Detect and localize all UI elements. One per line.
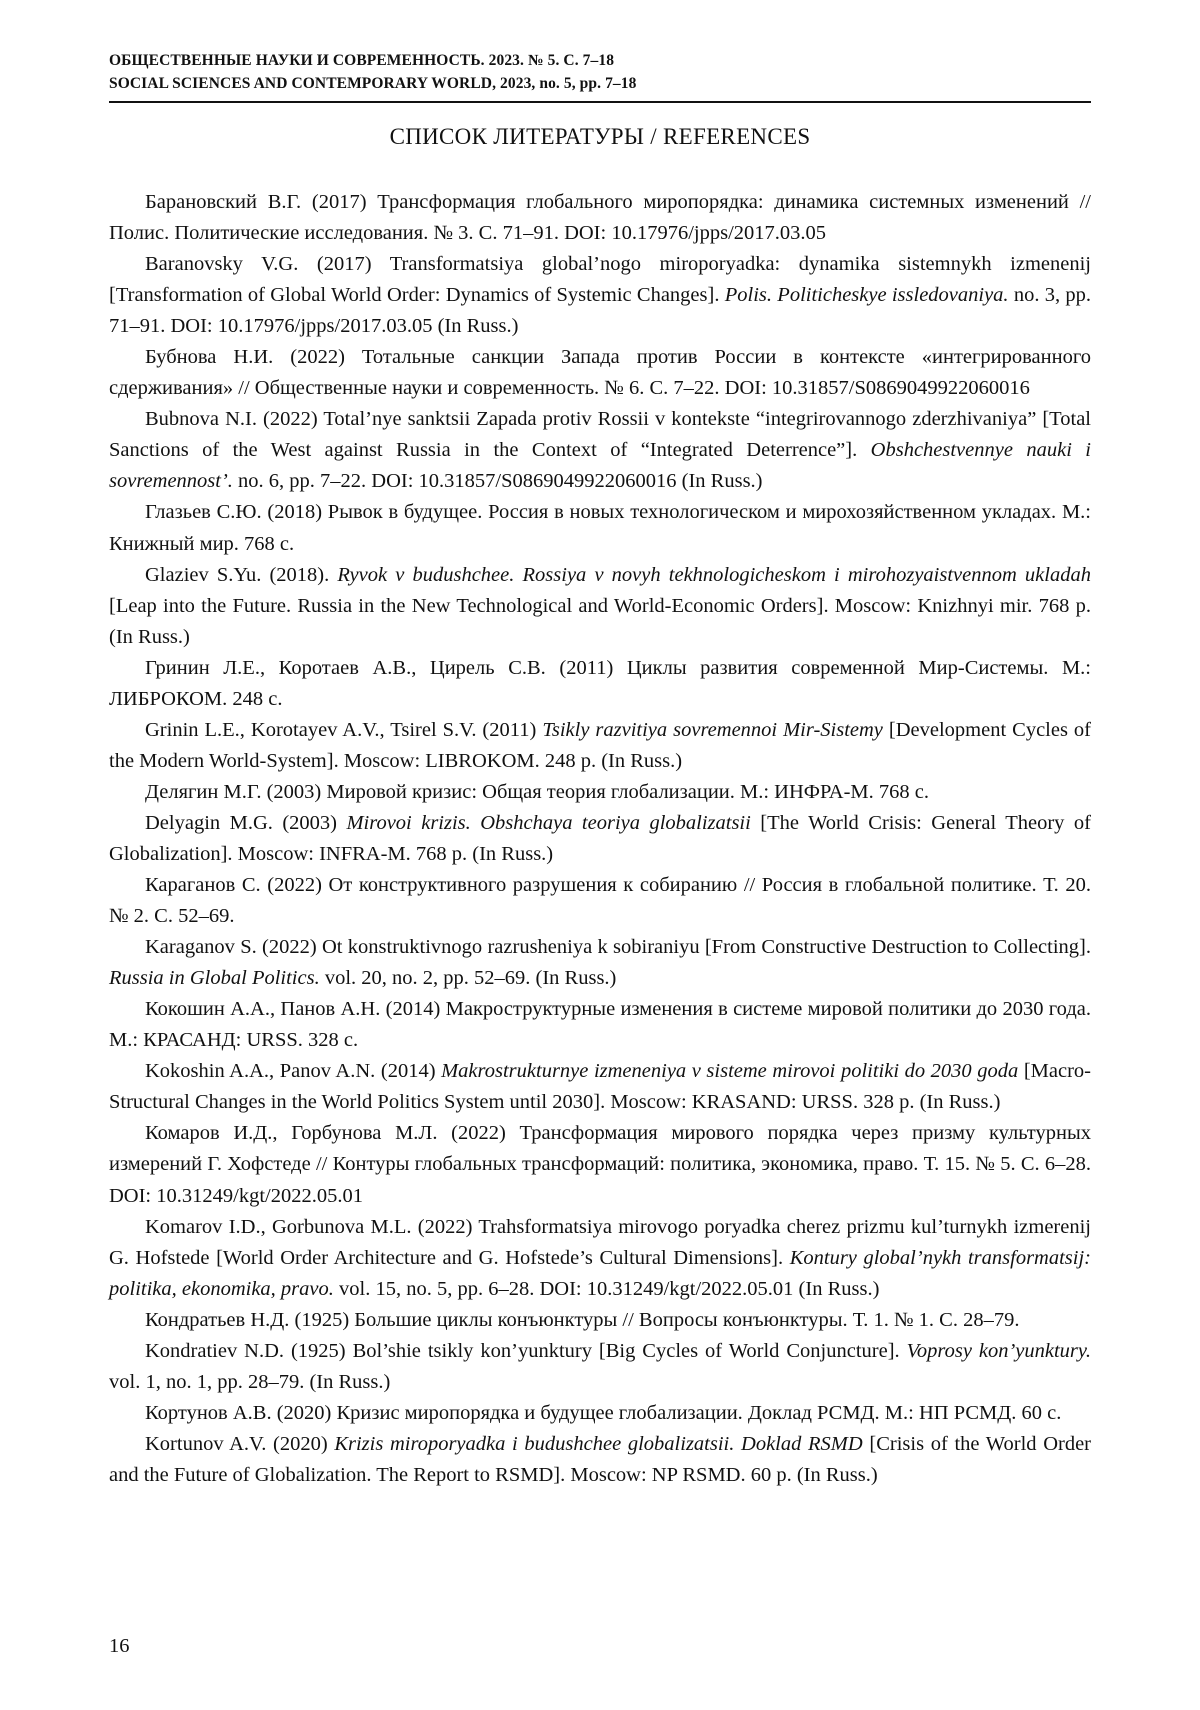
reference-text: Kokoshin A.A., Panov A.N. (2014) <box>145 1060 442 1083</box>
reference-text: Кондратьев Н.Д. (1925) Большие циклы конъюнктуры // Вопросы конъюнктуры. Т. 1. № 1. С. 28–79. <box>145 1308 1020 1331</box>
reference-italic-title: Voprosy kon’yunktury. <box>906 1339 1092 1362</box>
running-header-ru: ОБЩЕСТВЕННЫЕ НАУКИ И СОВРЕМЕННОСТЬ. 2023. № 5. С. 7–18 <box>109 52 615 69</box>
reference-text: Кокошин А.А., Панов А.Н. (2014) Макроструктурные изменения в системе мировой политики до 2030 года. М.: КРАСАНД: URSS. 328 с. <box>109 998 1091 1052</box>
reference-entry <box>109 404 1091 497</box>
reference-text: [The World Crisis: General Theory of Globalization]. Moscow: INFRA-M. 768 p. (In Russ.) <box>109 811 1091 865</box>
reference-italic-title: Polis. Politicheskye issledovaniya. <box>724 284 1009 307</box>
reference-text: vol. 15, no. 5, pp. 6–28. DOI: 10.31249/kgt/2022.05.01 (In Russ.) <box>333 1277 880 1300</box>
reference-text: [Crisis of the World Order and the Future of Globalization. The Report to RSMD]. Moscow: NP RSMD. 60 p. (In Russ.) <box>109 1432 1091 1486</box>
reference-text: [Leap into the Future. Russia in the New Technological and World-Economic Orders]. Moscow: Knizhnyi mir. 768 p. (In Russ.) <box>109 594 1091 648</box>
reference-text: Делягин М.Г. (2003) Мировой кризис: Общая теория глобализации. М.: ИНФРА-М. 768 с. <box>145 780 929 803</box>
reference-text: no. 6, pp. 7–22. DOI: 10.31857/S0869049922060016 (In Russ.) <box>232 470 763 493</box>
reference-entry <box>109 1118 1091 1211</box>
reference-text: Kondratiev N.D. (1925) Bol’shie tsikly kon’yunktury [Big Cycles of World Conjuncture]. <box>145 1339 907 1362</box>
reference-entry <box>109 187 1091 249</box>
reference-text: no. 3, pp. 71–91. DOI: 10.17976/jpps/2017.03.05 (In Russ.) <box>109 284 1092 338</box>
reference-entry <box>109 1056 1091 1118</box>
reference-text: Гринин Л.Е., Коротаев А.В., Цирель С.В. (2011) Циклы развития современной Мир-Системы. М.: ЛИБРОКОМ. 248 с. <box>109 656 1091 710</box>
reference-entry <box>109 497 1091 559</box>
reference-text: Барановский В.Г. (2017) Трансформация глобального миропорядка: динамика системных изменений // Полис. Политические исследования. № 3. С. 71–91. DOI: 10.17976/jpps/2017.03.05 <box>109 191 1091 245</box>
reference-italic-title: Mirovoi krizis. Obshchaya teoriya globalizatsii <box>346 811 751 834</box>
reference-text: Glaziev S.Yu. (2018). <box>145 563 338 586</box>
reference-text: Kortunov A.V. (2020) <box>145 1432 335 1455</box>
reference-list <box>109 187 1091 1491</box>
reference-entry <box>109 1429 1091 1491</box>
reference-text: vol. 20, no. 2, pp. 52–69. (In Russ.) <box>319 967 617 990</box>
reference-text: Глазьев С.Ю. (2018) Рывок в будущее. Россия в новых технологическом и мирохозяйственном укладах. М.: Книжный мир. 768 с. <box>109 501 1091 555</box>
reference-italic-title: Kontury global’nykh transformatsij: politika, ekonomika, pravo. <box>109 1246 1091 1300</box>
reference-text: vol. 1, no. 1, pp. 28–79. (In Russ.) <box>109 1370 391 1393</box>
reference-italic-title: Ryvok v budushchee. Rossiya v novyh tekhnologicheskom i mirohozyaistvennom ukladah <box>337 563 1091 586</box>
reference-entry <box>109 870 1091 932</box>
reference-text: Комаров И.Д., Горбунова М.Л. (2022) Трансформация мирового порядка через призму культурных измерений Г. Хофстеде // Контуры глобальных трансформаций: политика, экономика, право. Т. 15. № 5. С. 6–28. DOI: 10.31249/kgt/2022.05.01 <box>109 1122 1091 1207</box>
reference-italic-title: Obshchestvennye nauki i sovremennost’. <box>109 439 1092 493</box>
reference-entry <box>109 653 1091 715</box>
reference-text: [Macro-Structural Changes in the World Politics System until 2030]. Moscow: KRASAND: URSS. 328 p. (In Russ.) <box>109 1060 1091 1114</box>
reference-entry <box>109 777 1091 808</box>
reference-entry <box>109 808 1091 870</box>
section-title: СПИСОК ЛИТЕРАТУРЫ / REFERENCES <box>389 124 811 149</box>
reference-entry <box>109 249 1091 342</box>
reference-entry <box>109 932 1091 994</box>
reference-text: Baranovsky V.G. (2017) Transformatsiya global’nogo miroporyadka: dynamika sistemnykh izmenenij [Transformation of Global World Order: Dynamics of Systemic Changes]. <box>109 253 1091 307</box>
reference-entry <box>109 342 1091 404</box>
reference-italic-title: Russia in Global Politics. <box>109 967 320 990</box>
reference-text: [Development Cycles of the Modern World-System]. Moscow: LIBROKOM. 248 p. (In Russ.) <box>109 718 1092 772</box>
reference-text: Кортунов А.В. (2020) Кризис миропорядка и будущее глобализации. Доклад РСМД. М.: НП РСМД. 60 с. <box>145 1401 1062 1424</box>
reference-text: Bubnova N.I. (2022) Total’nye sanktsii Zapada protiv Rossii v kontekste “integrirovannogo zderzhivaniya” [Total Sanctions of the West against Russia in the Context of “Integrated Deterrence”]. <box>109 408 1091 462</box>
reference-entry <box>109 560 1091 653</box>
reference-italic-title: Krizis miroporyadka i budushchee globalizatsii. Doklad RSMD <box>334 1432 863 1455</box>
reference-text: Delyagin M.G. (2003) <box>145 811 347 834</box>
reference-italic-title: Tsikly razvitiya sovremennoi Mir-Sistemy <box>542 718 883 741</box>
reference-entry <box>109 1212 1091 1305</box>
reference-text: Karaganov S. (2022) Ot konstruktivnogo razrusheniya k sobiraniyu [From Constructive Destruction to Collecting]. <box>145 936 1091 959</box>
reference-text: Grinin L.E., Korotayev A.V., Tsirel S.V. (2011) <box>145 718 543 741</box>
reference-entry <box>109 1398 1091 1429</box>
reference-text: Бубнова Н.И. (2022) Тотальные санкции Запада против России в контексте «интегрированного сдерживания» // Общественные науки и современность. № 6. С. 7–22. DOI: 10.31857/S0869049922060016 <box>109 346 1091 400</box>
reference-text: Караганов С. (2022) От конструктивного разрушения к собиранию // Россия в глобальной политике. Т. 20. № 2. С. 52–69. <box>109 874 1091 928</box>
reference-entry <box>109 1336 1091 1398</box>
header-rule <box>109 101 1091 103</box>
reference-italic-title: Makrostrukturnye izmeneniya v sisteme mirovoi politiki do 2030 goda <box>441 1060 1019 1083</box>
reference-text: Komarov I.D., Gorbunova M.L. (2022) Trahsformatsiya mirovogo poryadka cherez prizmu kul’turnykh izmerenij G. Hofstede [World Order Architecture and G. Hofstede’s Cultural Dimensions]. <box>109 1215 1091 1269</box>
reference-entry <box>109 1305 1091 1336</box>
reference-entry <box>109 994 1091 1056</box>
running-header <box>109 49 1091 95</box>
page-number: 16 <box>109 1635 130 1657</box>
reference-entry <box>109 715 1091 777</box>
running-header-en: SOCIAL SCIENCES AND CONTEMPORARY WORLD, 2023, no. 5, pp. 7–18 <box>109 75 637 92</box>
